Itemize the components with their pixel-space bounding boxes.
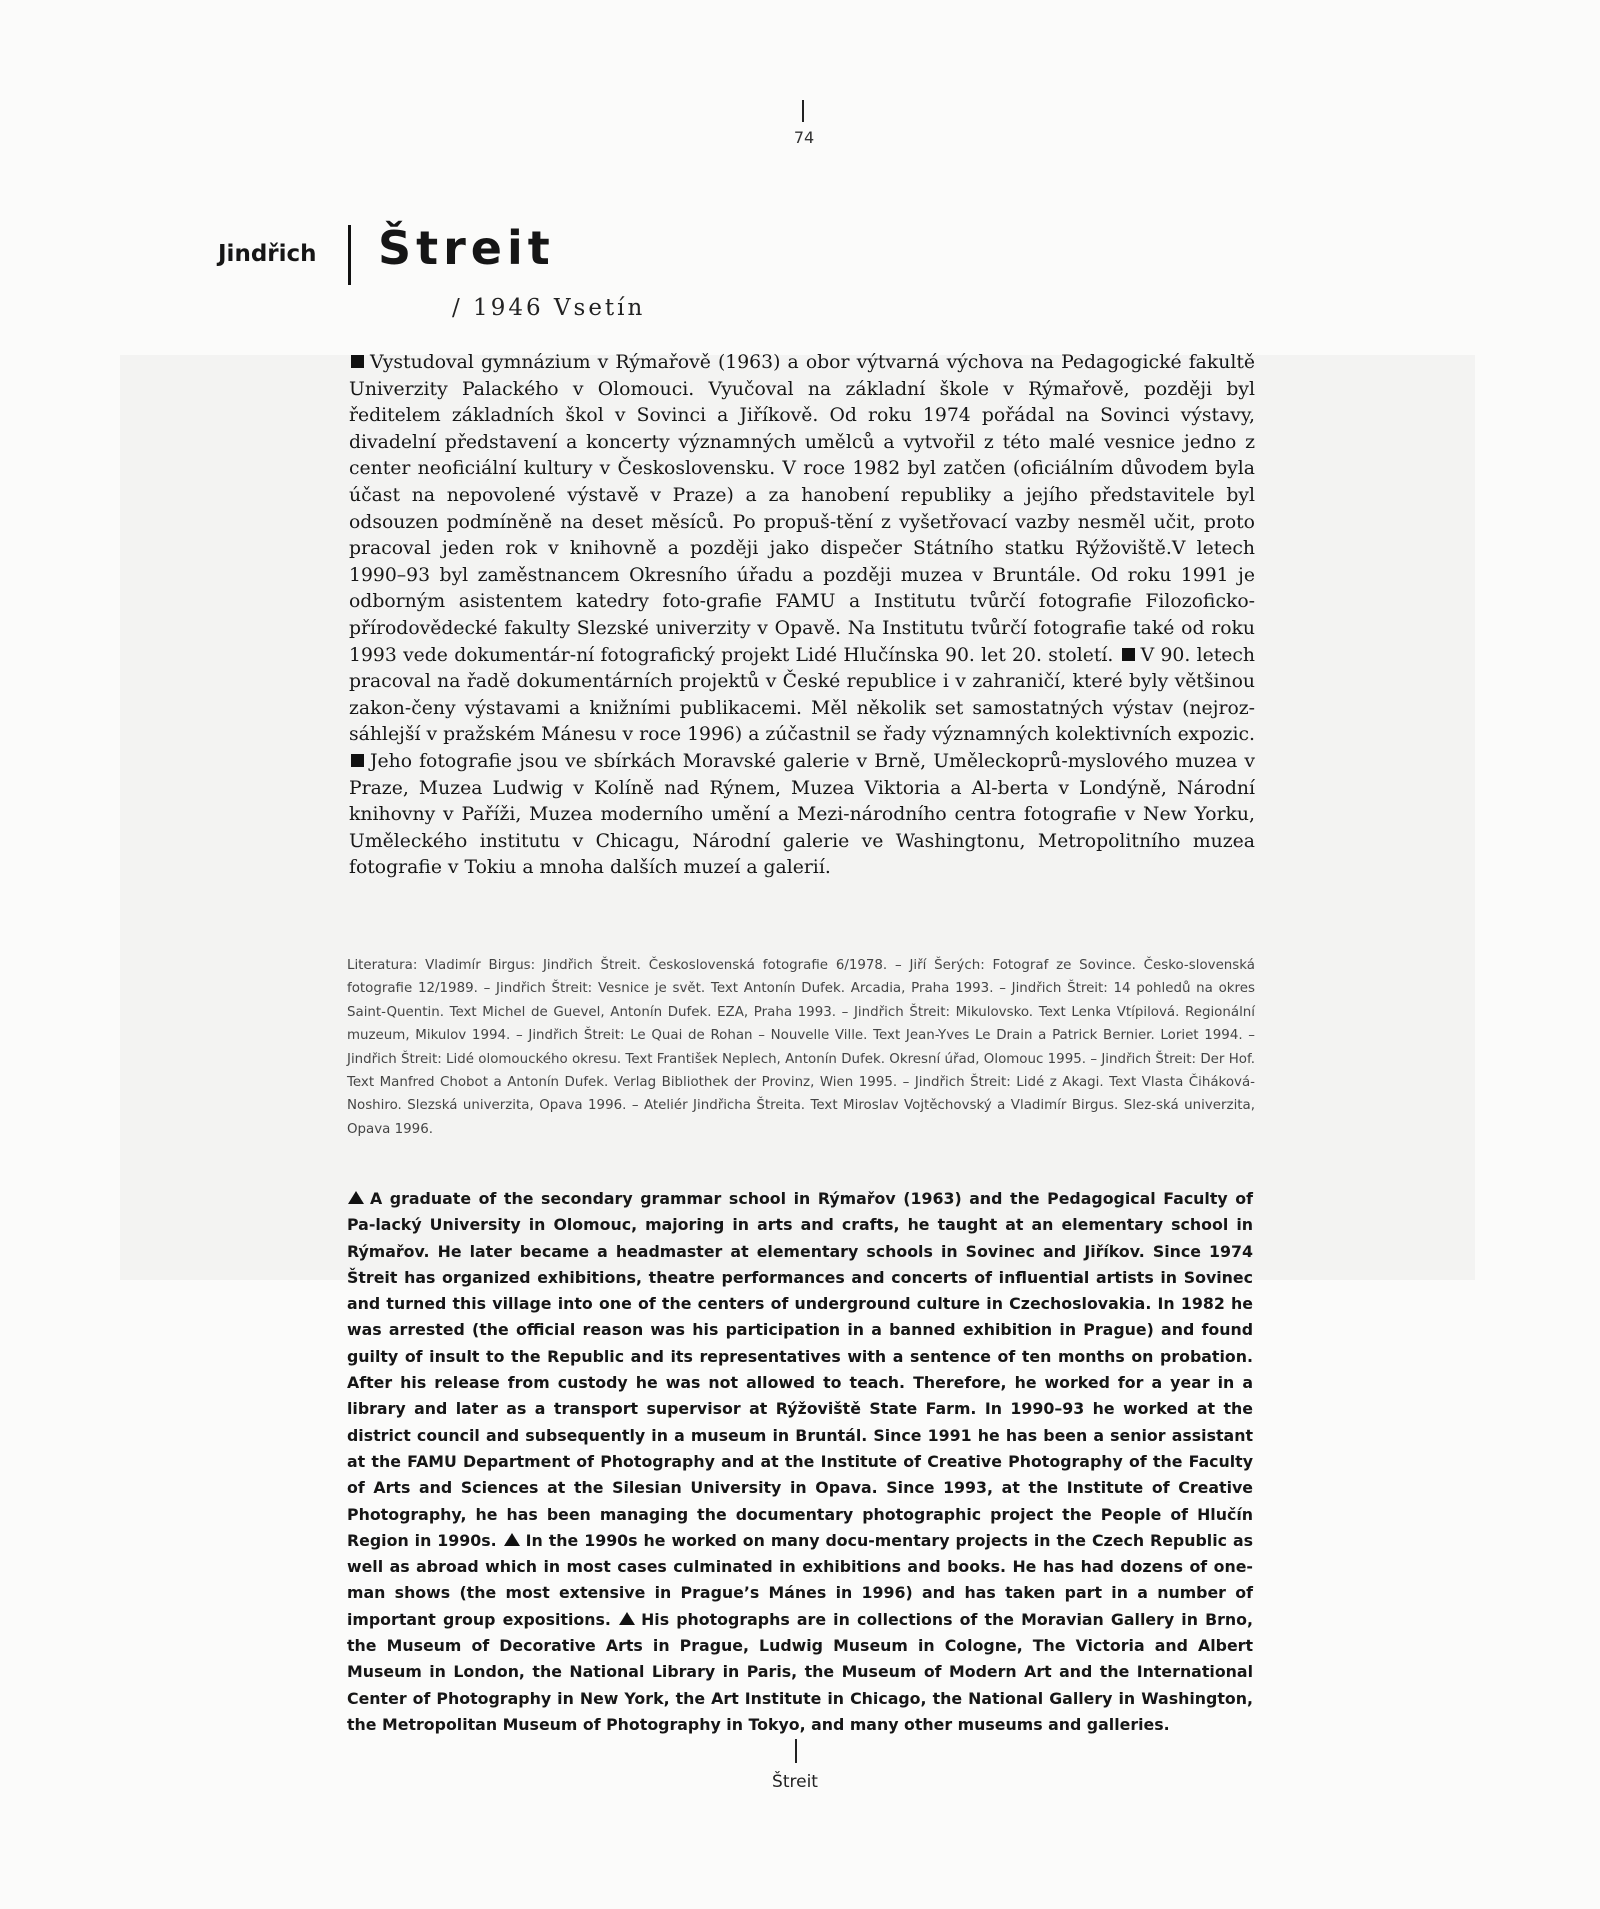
literature-references (347, 954, 1255, 1141)
page-number: 74 (793, 128, 815, 147)
square-bullet-icon (1122, 648, 1135, 661)
biography-czech-text-2: V 90. letech pracoval na řadě dokumentárních projektů v České republice i v zahraničí, které byly většinou zakon-čeny výstavami a knižními publikacemi. Měl několik set samostatných výstav (nejroz-sáhlejší v pražském Mánesu v roce 1996) a zúčastnil se řady významných kolektivních expozic. (349, 644, 1255, 746)
square-bullet-icon (351, 754, 364, 767)
name-divider-rule (348, 225, 351, 285)
biography-english (347, 1186, 1253, 1738)
artist-last-name: Štreit (378, 221, 555, 275)
literature-text: Literatura: Vladimír Birgus: Jindřich Štreit. Československá fotografie 6/1978. – Jiří Šerých: Fotograf ze Sovince. Česko-slovenská fotografie 12/1989. – Jindřich Štreit: Vesnice je svět. Text Antonín Dufek. Arcadia, Praha 1993. – Jindřich Štreit: 14 pohledů na okres Saint-Quentin. Text Michel de Guevel, Antonín Dufek. EZA, Praha 1993. – Jindřich Štreit: Mikulovsko. Text Lenka Vtípilová. Regionální muzeum, Mikulov 1994. – Jindřich Štreit: Le Quai de Rohan – Nouvelle Ville. Text Jean-Yves Le Drain a Patrick Bernier. Loriet 1994. – Jindřich Štreit: Lidé olomouckého okresu. Text František Neplech, Antonín Dufek. Okresní úřad, Olomouc 1995. – Jindřich Štreit: Der Hof. Text Manfred Chobot a Antonín Dufek. Verlag Bibliothek der Provinz, Wien 1995. – Jindřich Štreit: Lidé z Akagi. Text Vlasta Čiháková-Noshiro. Slezská univerzita, Opava 1996. – Ateliér Jindřicha Štreita. Text Miroslav Vojtěchovský a Vladimír Birgus. Slez-ská univerzita, Opava 1996. (347, 958, 1255, 1137)
footer-rule (795, 1739, 797, 1763)
triangle-bullet-icon (619, 1612, 635, 1625)
biography-english-paragraph (347, 1186, 1253, 1738)
triangle-bullet-icon (348, 1191, 364, 1204)
biography-english-text-3: His photographs are in collections of the Moravian Gallery in Brno, the Museum of Decorative Arts in Prague, Ludwig Museum in Cologne, The Victoria and Albert Museum in London, the National Library in Paris, the Museum of Modern Art and the International Center of Photography in New York, the Art Institute in Chicago, the National Gallery in Washington, the Metropolitan Museum of Photography in Tokyo, and many other museums and galleries. (347, 1609, 1254, 1734)
birth-info: / 1946 Vsetín (452, 295, 646, 321)
biography-czech-text-1: Vystudoval gymnázium v Rýmařově (1963) a obor výtvarná výchova na Pedagogické fakultě Univerzity Palackého v Olomouci. Vyučoval na základní škole v Rýmařově, později byl ředitelem základních škol v Sovinci a Jiříkově. Od roku 1974 pořádal na Sovinci výstavy, divadelní představení a koncerty významných umělců a vytvořil z této malé vesnice jedno z center neoficiální kultury v Československu. V roce 1982 byl zatčen (oficiálním důvodem byla účast na nepovolené výstavě v Praze) a za hanobení republiky a jejího představitele byl odsouzen podmíněně na deset měsíců. Po propuš-tění z vyšetřovací vazby nesměl učit, proto pracoval jeden rok v knihovně a později jako dispečer Státního statku Rýžoviště.V letech 1990–93 byl zaměstnancem Okresního úřadu a později muzea v Bruntále. Od roku 1991 je odborným asistentem katedry foto-grafie FAMU a Institutu tvůrčí fotografie Filozoficko-přírodovědecké fakulty Slezské univerzity v Opavě. Na Institutu tvůrčí fotografie také od roku 1993 vede dokumentár-ní fotografický projekt Lidé Hlučínska 90. let 20. století. (349, 352, 1255, 666)
biography-czech (349, 350, 1255, 882)
biography-english-text-2: In the 1990s he worked on many docu-mentary projects in the Czech Republic as well as abroad which in most cases culminated in exhibitions and books. He has had dozens of one-man shows (the most extensive in Prague’s Mánes in 1996) and has taken part in a number of important group expositions. (347, 1530, 1254, 1629)
biography-czech-text-3: Jeho fotografie jsou ve sbírkách Moravské galerie v Brně, Uměleckoprů-myslového muzea v Praze, Muzea Ludwig v Kolíně nad Rýnem, Muzea Viktoria a Al-berta v Londýně, Národní knihovny v Paříži, Muzea moderního umění a Mezi-národního centra fotografie v New Yorku, Uměleckého institutu v Chicagu, Národní galerie ve Washingtonu, Metropolitního muzea fotografie v Tokiu a mnoha dalších muzeí a galerií. (349, 750, 1255, 879)
triangle-bullet-icon (504, 1533, 520, 1546)
square-bullet-icon (351, 355, 364, 368)
biography-english-text-1: A graduate of the secondary grammar school in Rýmařov (1963) and the Pedagogical Faculty of Pa-lacký University in Olomouc, majoring in arts and crafts, he taught at an elementary school in Rýmařov. He later became a headmaster at elementary schools in Sovinec and Jiříkov. Since 1974 Štreit has organized exhibitions, theatre performances and concerts of influential artists in Sovinec and turned this village into one of the centers of underground culture in Czechoslovakia. In 1982 he was arrested (the official reason was his participation in a banned exhibition in Prague) and found guilty of insult to the Republic and its representatives with a sentence of ten months on probation. After his release from custody he was not allowed to teach. Therefore, he worked for a year in a library and later as a transport supervisor at Rýžoviště State Farm. In 1990–93 he worked at the district council and subsequently in a museum in Bruntál. Since 1991 he has been a senior assistant at the FAMU Department of Photography and at the Institute of Creative Photography of the Faculty of Arts and Sciences at the Silesian University in Opava. Since 1993, at the Institute of Creative Photography, he has been managing the documentary photographic project the People of Hlučín Region in 1990s. (347, 1189, 1253, 1550)
artist-first-name: Jindřich (218, 241, 317, 267)
running-footer: Štreit (772, 1772, 818, 1792)
page-number-rule (802, 100, 804, 122)
biography-czech-paragraph (349, 350, 1255, 882)
